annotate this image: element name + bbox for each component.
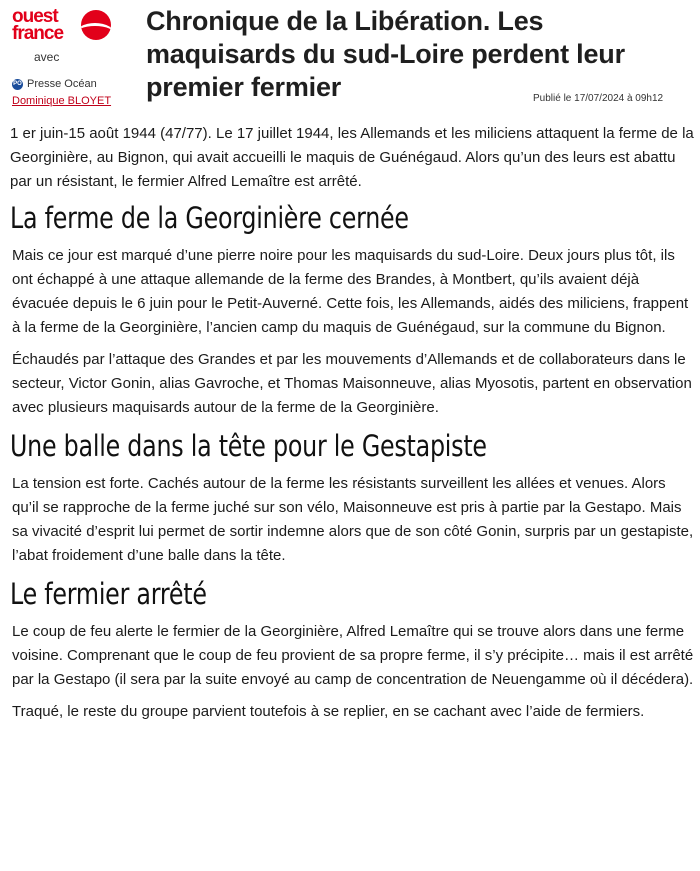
- logo-line-1: ouest: [12, 6, 58, 27]
- paragraph: Mais ce jour est marqué d’une pierre noire pour les maquisards du sud-Loire. Deux jours plus tôt, ils ont échappé à une attaque allemande de la ferme des Brandes, à Montbert, qu’ils avaient déjà évacuée depuis le 6 juin pour le Petit-Auverné. Cette fois, les Allemands, aidés des miliciens, frappent à la ferme de la Georginière, l’ancien camp du maquis de Guénégaud, sur la commune du Bignon.: [12, 247, 689, 336]
- partner-credit: [12, 78, 97, 90]
- ouest-france-logo[interactable]: [12, 8, 108, 48]
- section-heading: La ferme de la Georginière cernée: [10, 201, 409, 235]
- logo-circle-icon: [81, 10, 111, 40]
- article-lead: 1 er juin-15 août 1944 (47/77). Le 17 juillet 1944, les Allemands et les miliciens attaquent la ferme de la Georginière, au Bignon, qui avait accueilli le maquis de Guénégaud. Alors qu’un des leurs est abattu par un résistant, le fermier Alfred Lemaître est arrêté.: [10, 125, 694, 190]
- paragraph: La tension est forte. Cachés autour de la ferme les résistants surveillent les allées et venues. Alors qu’il se rapproche de la ferme juché sur son vélo, Maisonneuve est pris à partie par la Gestapo. Mais sa vivacité d’esprit lui permet de sortir indemne alors que de son côté Gonin, surpris par un gestapiste, l’abat froidement d’une balle dans la tête.: [12, 475, 694, 564]
- logo-wordmark: [12, 8, 63, 42]
- article-header: [0, 0, 700, 122]
- section-heading: Le fermier arrêté: [10, 577, 207, 611]
- paragraph: Le coup de feu alerte le fermier de la Georginière, Alfred Lemaître qui se trouve alors dans une ferme voisine. Comprenant que le coup de feu provient de sa propre ferme, il s’y précipite… mais il est arrêté par la Gestapo (il sera par la suite envoyé au camp de concentration de Neuengamme où il décédera).: [12, 623, 694, 688]
- avec-label: avec: [34, 50, 60, 64]
- section-heading: Une balle dans la tête pour le Gestapiste: [10, 429, 487, 463]
- publication-date: Publié le 17/07/2024 à 09h12: [533, 93, 664, 104]
- partner-name: Presse Océan: [27, 78, 97, 90]
- logo-line-2: france: [12, 23, 64, 44]
- paragraph: Échaudés par l’attaque des Grandes et par les mouvements d’Allemands et de collaborateurs dans le secteur, Victor Gonin, alias Gavroche, et Thomas Maisonneuve, alias Myosotis, partent en observation avec plusieurs maquisards autour de la ferme de la Georginière.: [12, 351, 692, 416]
- article-body: [10, 122, 694, 732]
- article-title: Chronique de la Libération. Les maquisards du sud-Loire perdent leur premier fermier: [146, 6, 625, 102]
- author-link[interactable]: Dominique BLOYET: [12, 95, 112, 107]
- paragraph: Traqué, le reste du groupe parvient toutefois à se replier, en se cachant avec l’aide de fermiers.: [12, 703, 645, 720]
- presse-ocean-icon: PO: [12, 79, 23, 90]
